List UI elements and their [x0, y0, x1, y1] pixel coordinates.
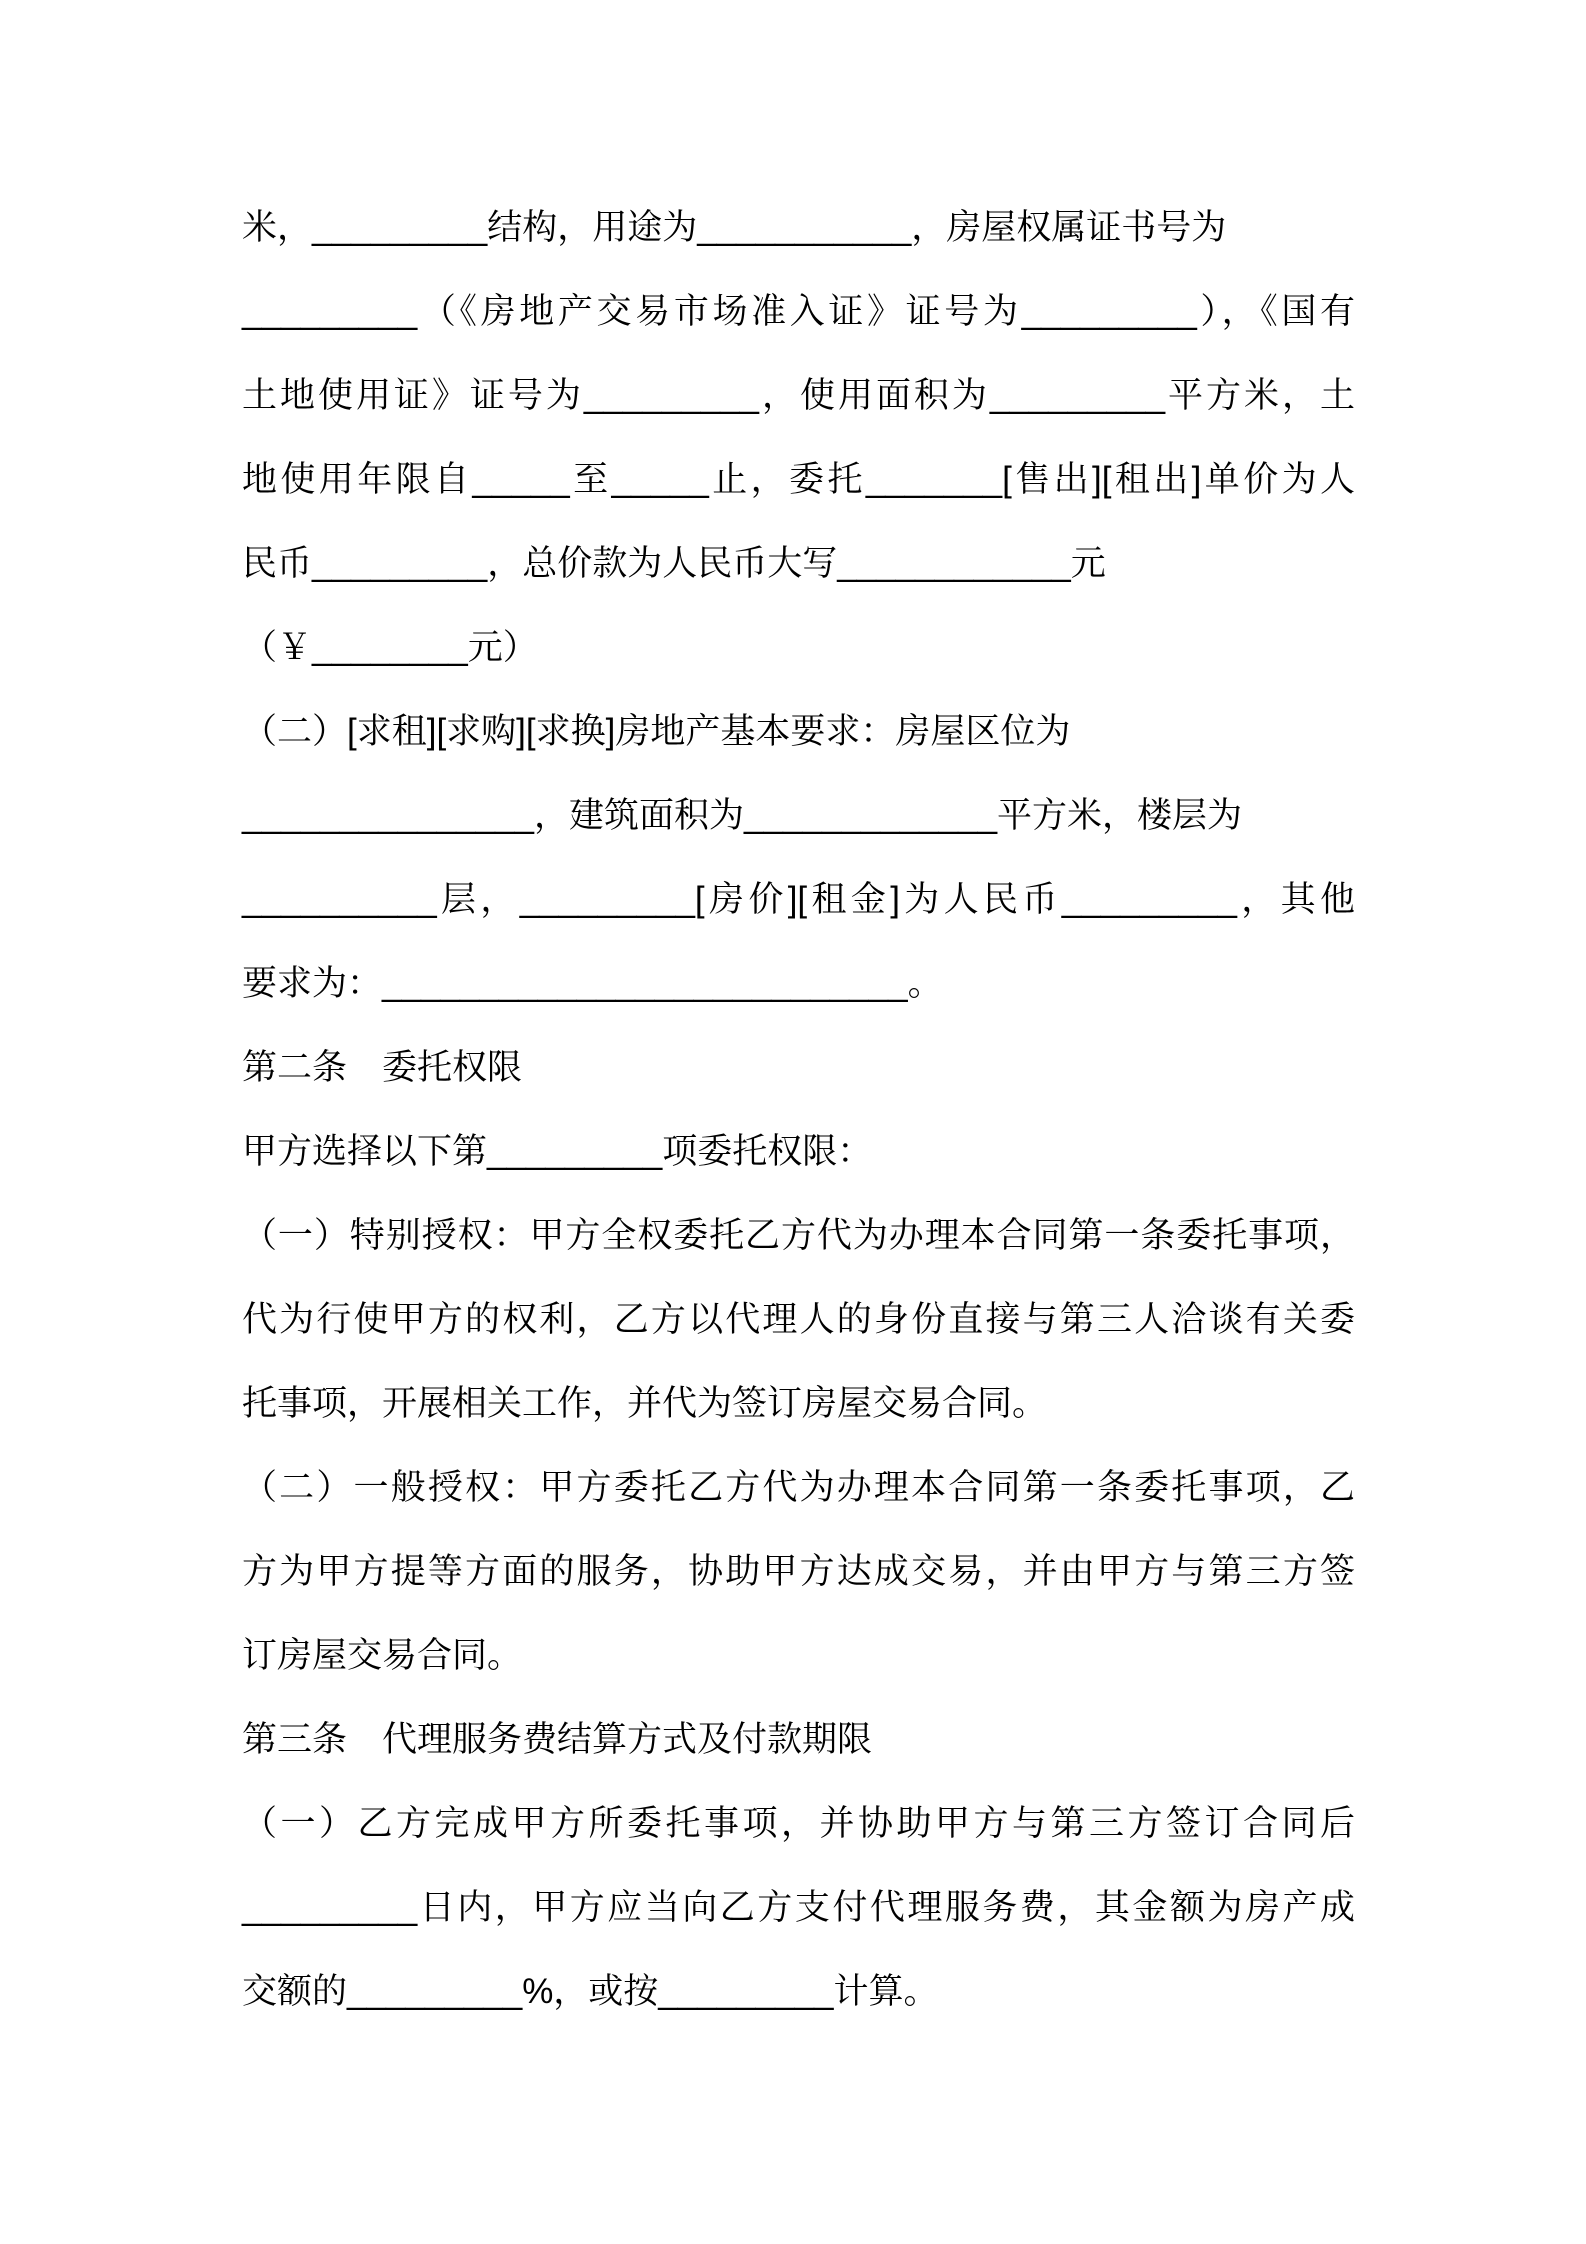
article-3-heading: 第三条 代理服务费结算方式及付款期限: [242, 1720, 873, 1759]
text-line: （￥________元）: [242, 628, 538, 667]
text-line: _________日内，甲方应当向乙方支付代理服务费，其金额为房产成: [242, 1888, 1355, 1927]
text-line: 交额的_________%，或按_________计算。: [242, 1972, 939, 2011]
text-line: 民币_________，总价款为人民币大写____________元: [242, 544, 1106, 583]
text-line: _________（《房地产交易市场准入证》证号为_________），《国有: [242, 292, 1355, 331]
text-line: 方为甲方提等方面的服务，协助甲方达成交易，并由甲方与第三方签: [242, 1552, 1355, 1591]
clause-item-line: （二）[求租][求购][求换]房地产基本要求：房屋区位为: [242, 712, 1071, 751]
article-2-heading: 第二条 委托权限: [242, 1048, 523, 1087]
text-line: 订房屋交易合同。: [242, 1636, 523, 1675]
clause-item-line: （二）一般授权：甲方委托乙方代为办理本合同第一条委托事项，乙: [242, 1468, 1355, 1507]
text-line: 土地使用证》证号为_________，使用面积为_________平方米，土: [242, 376, 1355, 415]
text-line: 米，_________结构，用途为___________，房屋权属证书号为: [242, 208, 1227, 247]
contract-body: [242, 186, 1355, 2034]
clause-item-line: （一）乙方完成甲方所委托事项，并协助甲方与第三方签订合同后: [242, 1804, 1355, 1843]
text-line: 要求为：___________________________。: [242, 964, 943, 1003]
text-line: 甲方选择以下第_________项委托权限：: [242, 1132, 873, 1171]
clause-item-line: （一）特别授权：甲方全权委托乙方代为办理本合同第一条委托事项，: [242, 1216, 1355, 1255]
text-line: 托事项，开展相关工作，并代为签订房屋交易合同。: [242, 1384, 1048, 1423]
text-line: __________层，_________[房价][租金]为人民币_________，其他: [242, 880, 1355, 919]
text-line: 代为行使甲方的权利，乙方以代理人的身份直接与第三人洽谈有关委: [242, 1300, 1355, 1339]
text-line: 地使用年限自_____至_____止，委托_______[售出][租出]单价为人: [242, 460, 1355, 499]
text-line: _______________，建筑面积为_____________平方米，楼层为: [242, 796, 1243, 835]
